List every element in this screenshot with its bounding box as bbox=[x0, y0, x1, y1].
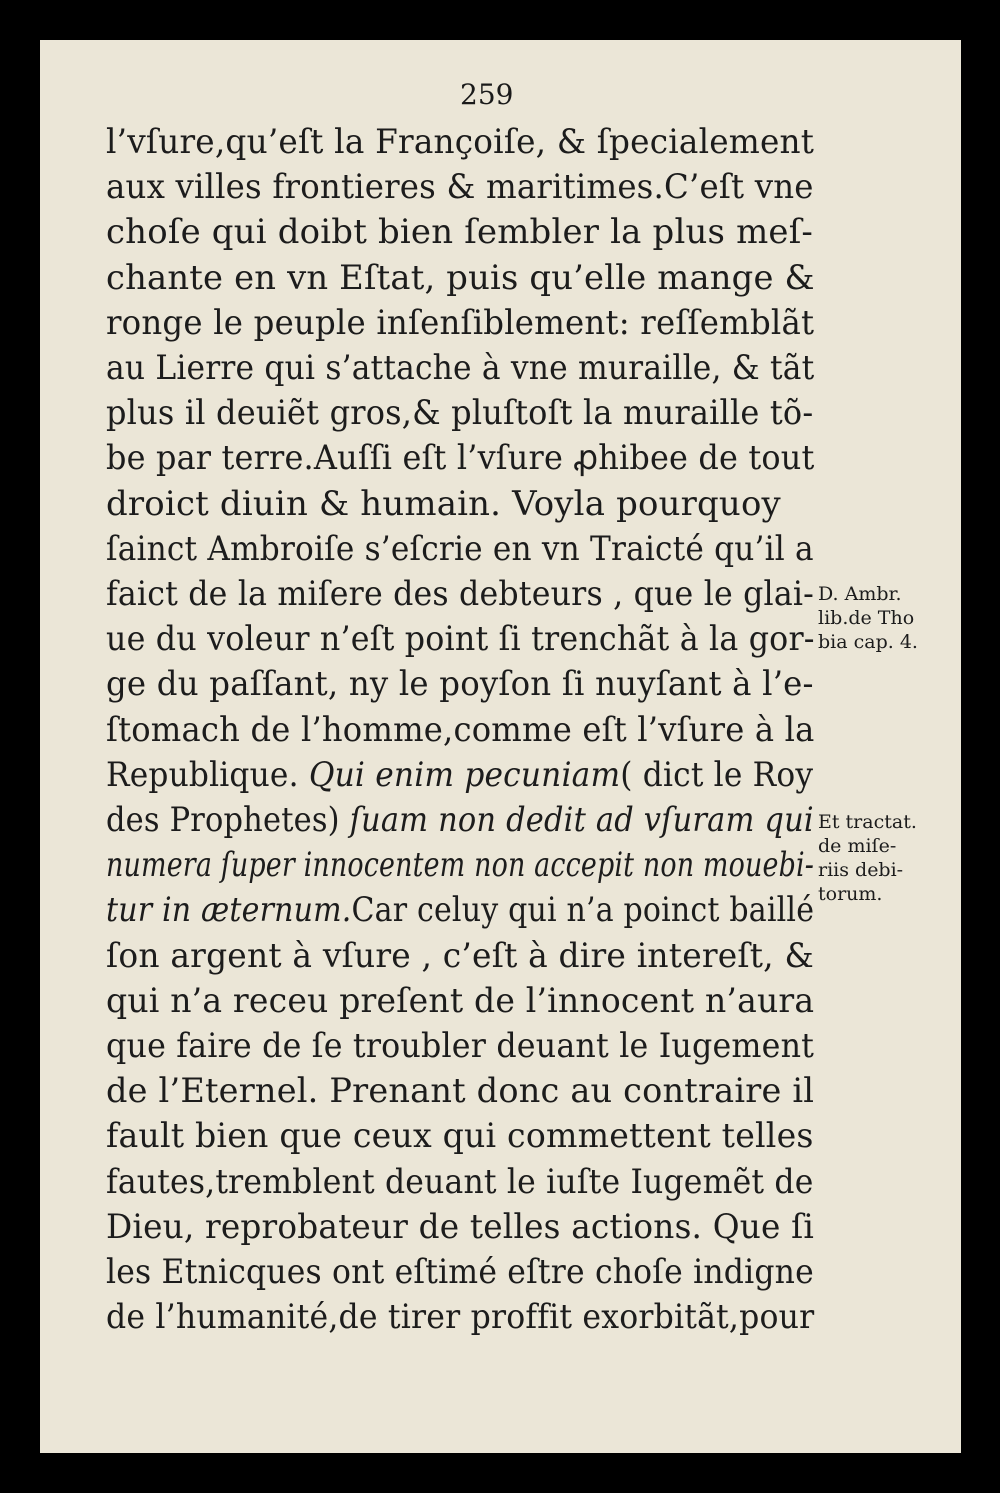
text-line: qui n’a receu preſent de l’innocent n’aura bbox=[106, 980, 815, 1021]
text-line: ſon argent à vſure , c’eſt à dire intereſt, & bbox=[106, 935, 814, 976]
text-span: des Prophetes) bbox=[106, 800, 350, 840]
text-line: be par terre.Auſſi eſt l’vſure ꝓhibee de tout bbox=[106, 438, 815, 479]
margin-note-line: bia cap. 4. bbox=[818, 631, 918, 653]
text-line: faict de la miſere des debteurs , que le glai- bbox=[106, 574, 815, 614]
latin-quote: Qui enim pecuniam bbox=[308, 754, 621, 795]
text-line: les Etnicques ont eſtimé eſtre choſe indigne bbox=[106, 1252, 814, 1292]
text-line: chante en vn Eſtat, puis qu’elle mange & bbox=[106, 257, 815, 298]
text-line: Dieu, reprobateur de telles actions. Que ſi bbox=[106, 1206, 815, 1247]
text-line: droict diuin & humain. Voyla pourquoy bbox=[106, 483, 781, 524]
text-line: ronge le peuple inſenſiblement: reſſemblãt bbox=[106, 302, 815, 343]
text-line: au Lierre qui s’attache à vne muraille, & tãt bbox=[106, 348, 815, 388]
text-line: ge du paſſant, ny le poyſon ſi nuyſant à l’e- bbox=[106, 664, 814, 705]
text-line: aux villes frontieres & maritimes.C’eſt vne bbox=[106, 167, 814, 208]
text-line: l’vſure,qu’eſt la Françoiſe, & ſpecialement bbox=[106, 122, 815, 162]
text-line: plus il deuiẽt gros,& pluſtoſt la muraille tõ- bbox=[106, 393, 814, 434]
text-line: choſe qui doibt bien ſembler la plus meſ- bbox=[106, 212, 814, 253]
margin-note bbox=[818, 582, 958, 654]
latin-quote: tur in æternum. bbox=[106, 890, 352, 931]
margin-note bbox=[818, 810, 958, 906]
text-span: ( dict le Roy bbox=[620, 754, 814, 795]
text-line: de l’Eternel. Prenant donc au contraire il bbox=[106, 1071, 815, 1112]
latin-quote: ſuam non dedit ad vſuram qui bbox=[349, 800, 814, 840]
text-line: de l’humanité,de tirer proffit exorbitãt,pour bbox=[106, 1297, 815, 1338]
text-line: que faire de ſe troubler deuant le Iugement bbox=[106, 1026, 815, 1066]
text-line: fault bien que ceux qui commettent telles bbox=[106, 1116, 814, 1157]
page-number: 259 bbox=[460, 78, 514, 111]
text-span: Car celuy qui n’a poinct baillé bbox=[351, 890, 815, 931]
text-line: ue du voleur n’eſt point ſi trenchãt à la gor- bbox=[106, 619, 815, 660]
text-line bbox=[106, 754, 814, 795]
text-line bbox=[106, 890, 815, 931]
text-line: ſainct Ambroiſe s’eſcrie en vn Traicté qu’il a bbox=[106, 528, 814, 569]
margin-note-line: D. Ambr. bbox=[818, 583, 902, 605]
book-page bbox=[40, 40, 961, 1453]
margin-note-line: riis debi- bbox=[818, 859, 904, 881]
text-line bbox=[106, 800, 814, 840]
margin-note-line: Et tractat. bbox=[818, 811, 917, 833]
text-line: ſtomach de l’homme,comme eſt l’vſure à la bbox=[106, 709, 815, 750]
text-line: fautes,tremblent deuant le iuſte Iugemẽt de bbox=[106, 1161, 814, 1202]
margin-note-line: lib.de Tho bbox=[818, 607, 915, 629]
margin-note-line: de miſe- bbox=[818, 835, 897, 857]
text-line: numera ſuper innocentem non accepit non mouebi- bbox=[106, 845, 814, 886]
text-span: Republique. bbox=[106, 754, 309, 795]
margin-note-line: torum. bbox=[818, 883, 883, 905]
